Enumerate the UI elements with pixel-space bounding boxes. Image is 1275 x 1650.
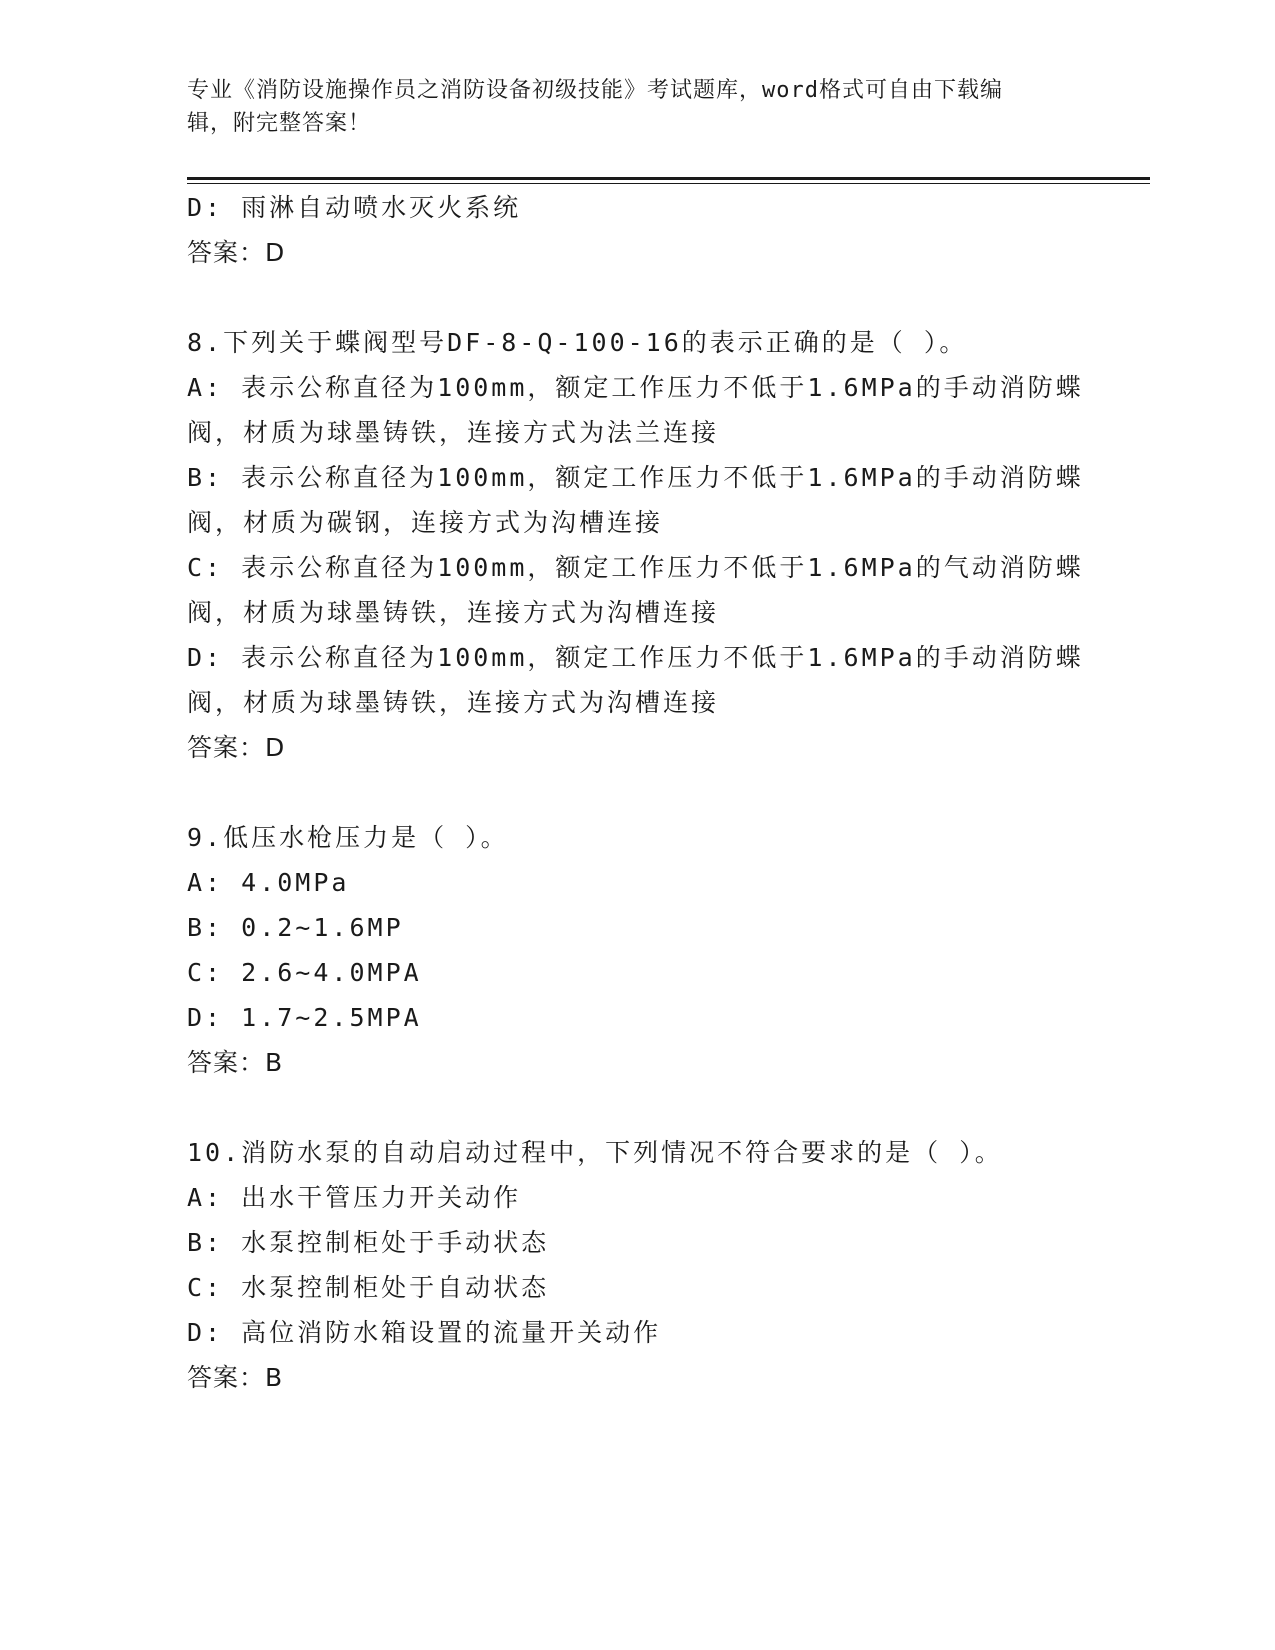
q10-option-b: B: 水泵控制柜处于手动状态	[187, 1228, 550, 1257]
header-line-2: 辑，附完整答案！	[187, 111, 372, 136]
q10-question: 10.消防水泵的自动启动过程中，下列情况不符合要求的是（ ）。	[187, 1138, 1003, 1167]
q8-answer: 答案：D	[187, 733, 286, 762]
header-line-1: 专业《消防设施操作员之消防设备初级技能》考试题库，word格式可自由下载编	[187, 78, 1003, 103]
q9-option-c: C: 2.6~4.0MPA	[187, 958, 422, 987]
q8-option-a-line-2: 阀，材质为球墨铸铁，连接方式为法兰连接	[187, 418, 720, 447]
header-divider-thick	[187, 177, 1150, 180]
header-divider-thin	[187, 183, 1150, 184]
q8-option-c-line-1: C: 表示公称直径为100mm，额定工作压力不低于1.6MPa的气动消防蝶	[187, 553, 1084, 582]
q8-question: 8.下列关于蝶阀型号DF-8-Q-100-16的表示正确的是（ ）。	[187, 328, 968, 357]
q9-question: 9.低压水枪压力是（ ）。	[187, 823, 509, 852]
q8-option-c-line-2: 阀，材质为球墨铸铁，连接方式为沟槽连接	[187, 598, 720, 627]
q8-option-b-line-2: 阀，材质为碳钢，连接方式为沟槽连接	[187, 508, 664, 537]
q8-option-d-line-1: D: 表示公称直径为100mm，额定工作压力不低于1.6MPa的手动消防蝶	[187, 643, 1084, 672]
q10-option-c: C: 水泵控制柜处于自动状态	[187, 1273, 550, 1302]
q8-option-d-line-2: 阀，材质为球墨铸铁，连接方式为沟槽连接	[187, 688, 720, 717]
document-header	[187, 74, 1067, 140]
q8-option-a-line-1: A: 表示公称直径为100mm，额定工作压力不低于1.6MPa的手动消防蝶	[187, 373, 1084, 402]
q10-option-a: A: 出水干管压力开关动作	[187, 1183, 522, 1212]
q7-answer: 答案：D	[187, 238, 286, 267]
q7-option-d: D: 雨淋自动喷水灭火系统	[187, 193, 522, 222]
q9-option-b: B: 0.2~1.6MP	[187, 913, 404, 942]
q9-answer: 答案：B	[187, 1048, 284, 1077]
q8-option-b-line-1: B: 表示公称直径为100mm，额定工作压力不低于1.6MPa的手动消防蝶	[187, 463, 1084, 492]
q9-option-d: D: 1.7~2.5MPA	[187, 1003, 422, 1032]
q10-option-d: D: 高位消防水箱设置的流量开关动作	[187, 1318, 662, 1347]
q10-answer: 答案：B	[187, 1363, 284, 1392]
q9-option-a: A: 4.0MPa	[187, 868, 350, 897]
